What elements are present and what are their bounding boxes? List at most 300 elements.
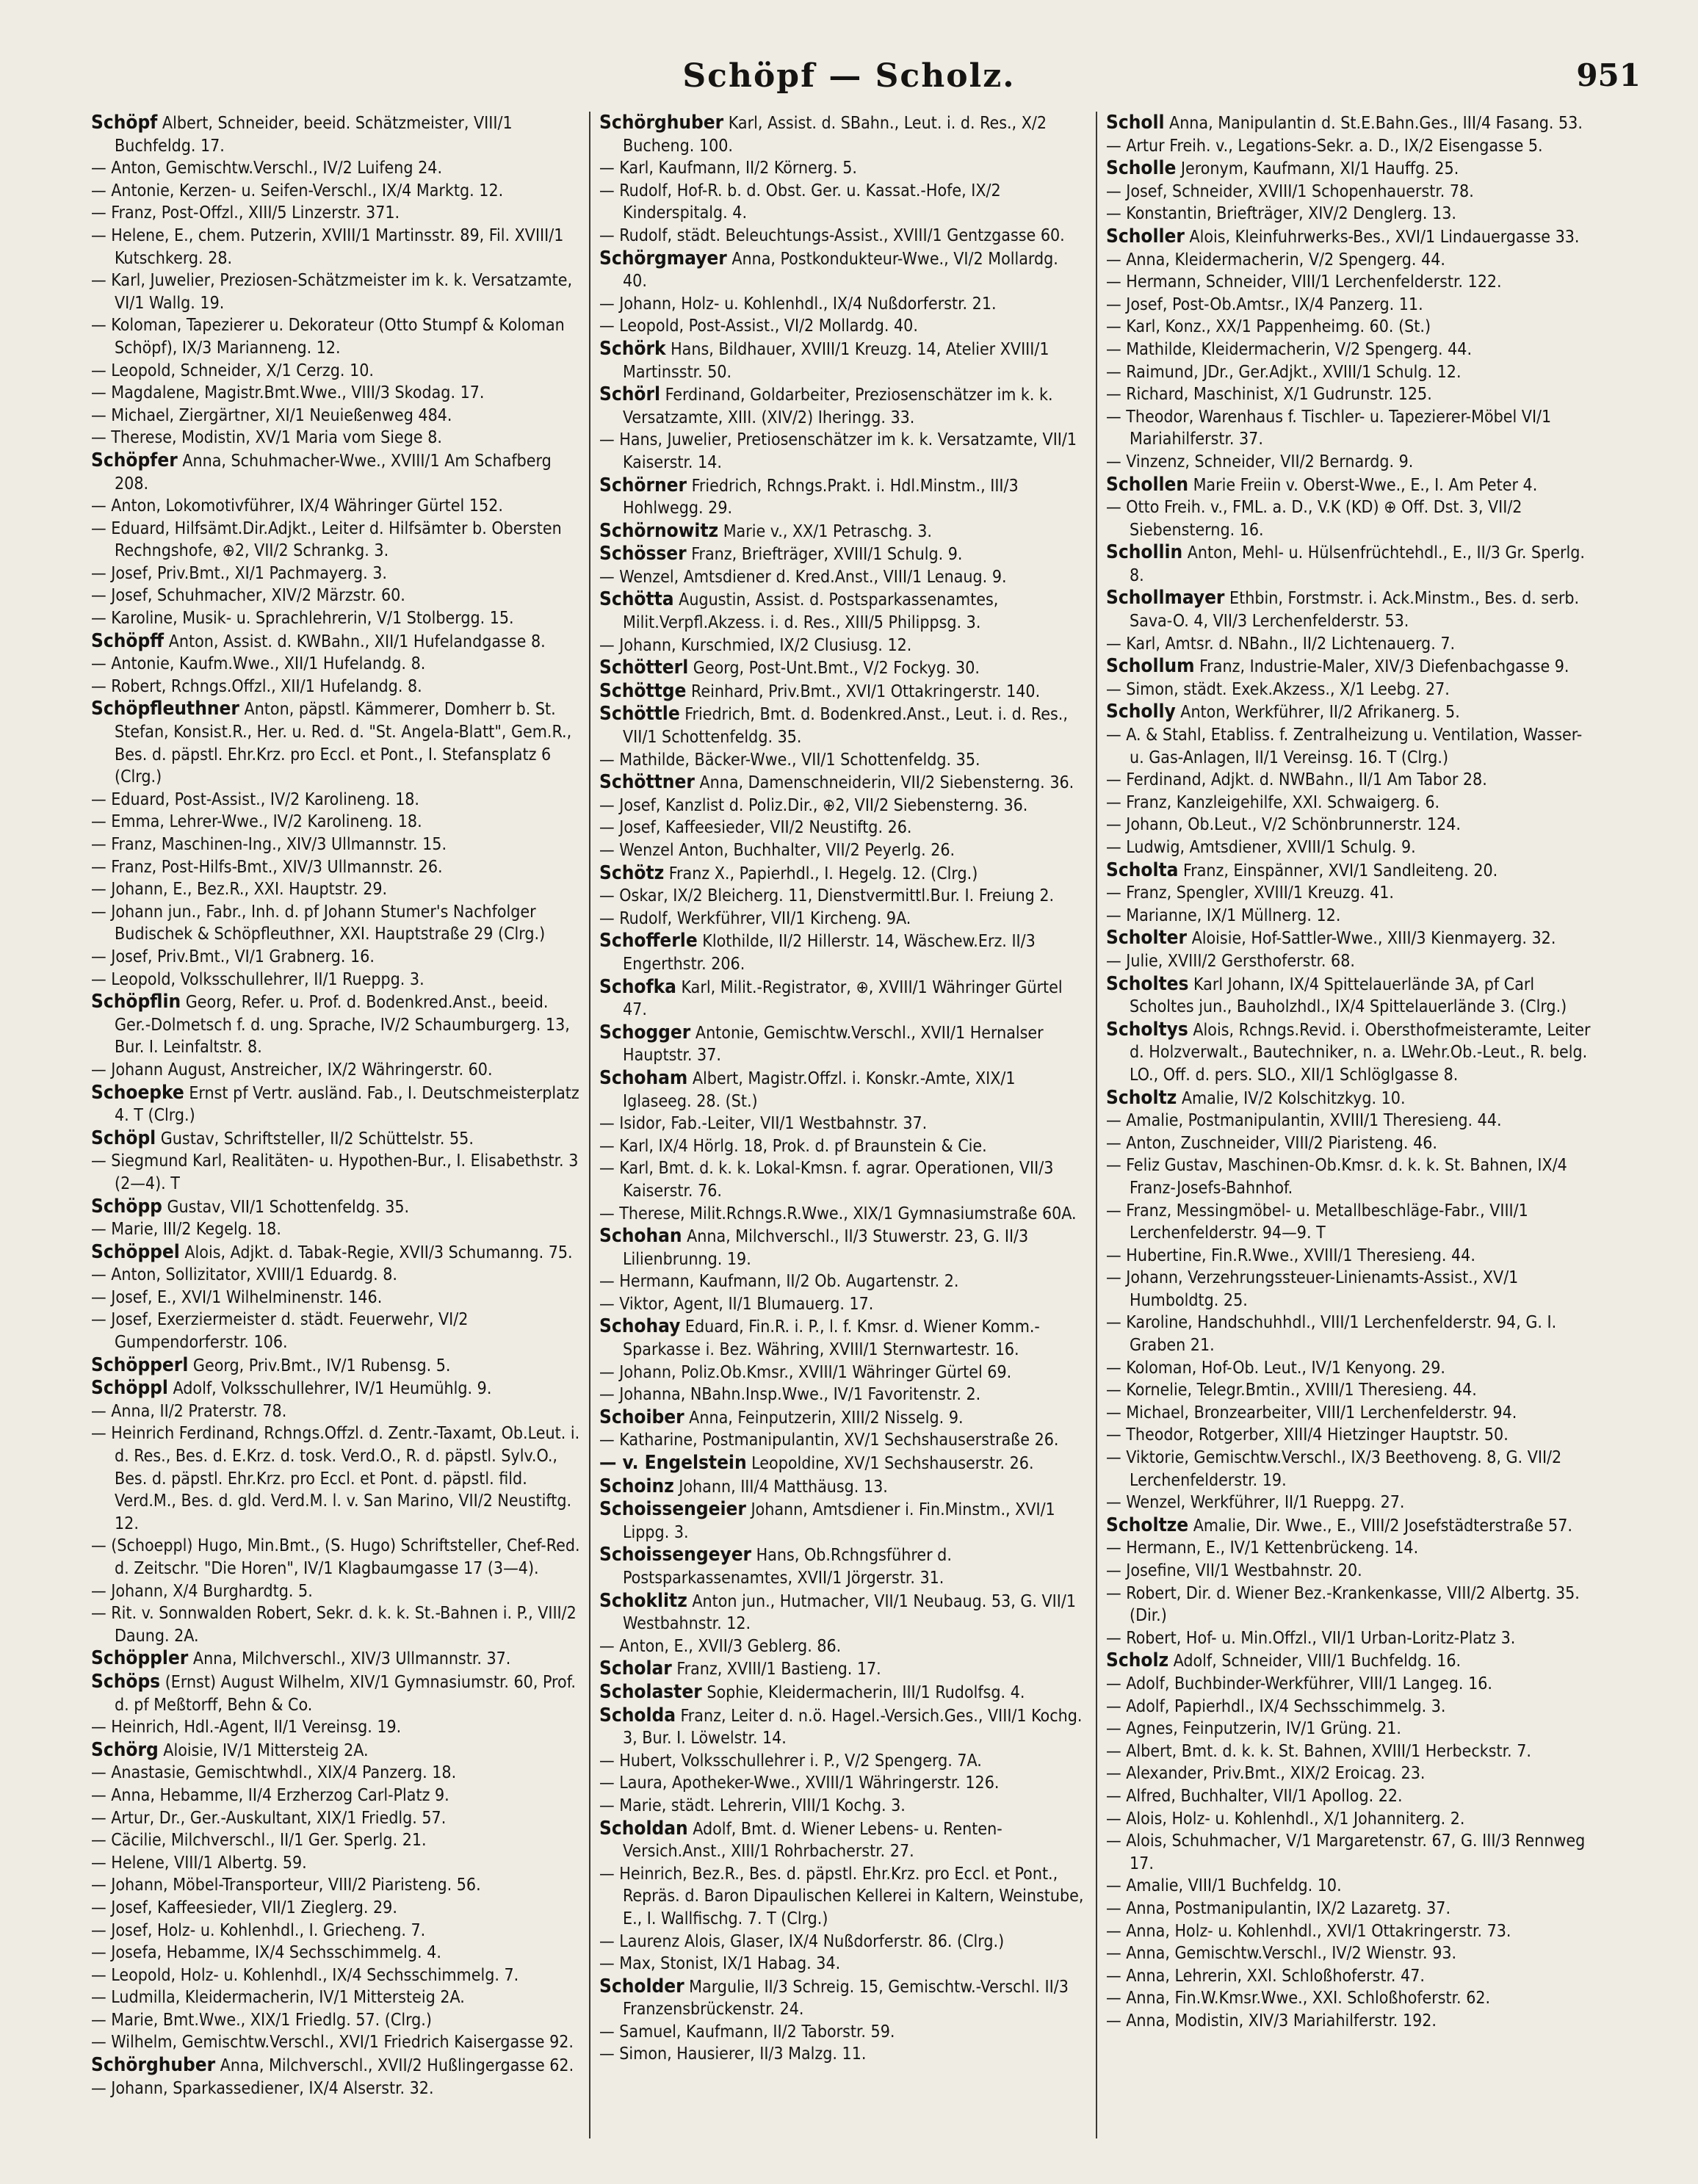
entry-text: Anna, Milchverschl., XIV/3 Ullmannstr. 37. [188,1649,511,1669]
entry-surname: Schöpp [91,1195,162,1218]
entry-text: Alois, Kleinfuhrwerks-Bes., XVI/1 Lindauergasse 33. [1184,227,1580,247]
entry-text: Gustav, VII/1 Schottenfeldg. 35. [162,1197,410,1217]
directory-entry [1106,1087,1594,1110]
entry-text: — Helene, E., chem. Putzerin, XVIII/1 Martinsstr. 89, Fil. XVIII/1 Kutschkerg. 28. [91,225,564,268]
entry-text: — Hubertine, Fin.R.Wwe., XVIII/1 Theresieng. 44. [1106,1245,1475,1265]
entry-text: — Oskar, IX/2 Bleicherg. 11, Dienstvermittl.Bur. I. Freiung 2. [599,886,1055,906]
entry-text: Johann, Amtsdiener i. Fin.Minstm., XVI/1 Lippg. 3. [623,1500,1055,1542]
entry-text: — Josef, Schneider, XVIII/1 Schopenhauerstr. 78. [1106,181,1474,201]
directory-entry [91,180,580,203]
entry-text: Marie Freiin v. Oberst-Wwe., E., I. Am Peter 4. [1188,475,1538,495]
entry-surname: Scholtz [1106,1086,1177,1109]
entry-text: Adolf, Bmt. d. Wiener Lebens- u. Renten-Versich.Anst., XIII/1 Rohrbacherstr. 27. [623,1819,1002,1862]
directory-entry [1106,271,1594,294]
entry-surname: Schollmayer [1106,587,1225,610]
directory-entry [1106,724,1594,769]
entry-surname: Schoinz [599,1475,674,1497]
entry-text: — Josef, Kanzlist d. Poliz.Dir., ⊕2, VII/2 Siebensterng. 36. [599,795,1028,815]
entry-text: — Cäcilie, Milchverschl., II/1 Ger. Sperlg. 21. [91,1831,427,1851]
entry-surname: Scholda [599,1704,676,1726]
directory-entry [599,1022,1087,1067]
entry-surname: — v. Engelstein [599,1452,747,1475]
entry-text: — Anton, Gemischtw.Verschl., IV/2 Luifeng 24. [91,159,443,178]
entry-text: — Josef, Schuhmacher, XIV/2 Märzstr. 60. [91,586,405,606]
directory-entry [1106,225,1594,249]
entry-surname: Schörghuber [91,2054,216,2077]
directory-entry [599,1067,1087,1113]
entry-text: Hans, Ob.Rchngsführer d. Postsparkassenamtes, XVII/1 Jörgerstr. 31. [623,1546,952,1588]
directory-entry [1106,1762,1594,1785]
entry-text: Anna, Postkondukteur-Wwe., VI/2 Mollardg. 40. [623,249,1058,292]
entry-text: — Franz, Post-Hilfs-Bmt., XIV/3 Ullmannstr. 26. [91,857,443,877]
entry-surname: Schöpff [91,629,165,652]
entry-text: — Max, Stonist, IX/1 Habag. 34. [599,1954,841,1974]
entry-text: — Hermann, Kaufmann, II/2 Ob. Augartenstr. 2. [599,1272,959,1292]
entry-text: — Anton, Lokomotivführer, IX/4 Währinger Gürtel 152. [91,496,503,516]
directory-entry [599,429,1087,474]
directory-entry [91,698,580,788]
entry-surname: Schollin [1106,541,1183,564]
entry-text: Friedrich, Bmt. d. Bodenkred.Anst., Leut. i. d. Res., VII/1 Schottenfeldg. 35. [623,705,1068,748]
entry-text: — Johann, E., Bez.R., XXI. Hauptstr. 29. [91,880,388,900]
directory-entry [1106,406,1594,451]
entry-text: Friedrich, Rchngs.Prakt. i. Hdl.Minstm., III/3 Hohlwegg. 29. [623,476,1019,518]
directory-entry [91,1964,580,1987]
entry-surname: Scholler [1106,225,1185,247]
directory-entry [91,495,580,518]
entry-surname: Scholter [1106,927,1188,950]
directory-entry [91,1785,580,1807]
entry-text: — Johann August, Anstreicher, IX/2 Währingerstr. 60. [91,1060,493,1080]
entry-text: — Richard, Maschinist, X/1 Gudrunstr. 125. [1106,385,1432,405]
entry-text: — Alois, Holz- u. Kohlenhdl., X/1 Johanniterg. 2. [1106,1809,1465,1829]
directory-entry [1106,927,1594,950]
entry-text: — Feliz Gustav, Maschinen-Ob.Kmsr. d. k. k. St. Bahnen, IX/4 Franz-Josefs-Bahnhof. [1106,1156,1567,1198]
entry-text: — Laura, Apotheker-Wwe., XVIII/1 Währingerstr. 126. [599,1773,1000,1793]
entry-text: — Koloman, Tapezierer u. Dekorateur (Otto Stumpf & Koloman Schöpf), IX/3 Marianneng. 12. [91,316,565,358]
entry-text: Franz, Einspänner, XVI/1 Sandleiteng. 20. [1178,861,1498,881]
entry-text: — Hans, Juwelier, Pretiosenschätzer im k. k. Versatzamte, VII/1 Kaiserstr. 14. [599,430,1077,472]
directory-entry [91,2031,580,2054]
entry-text: Anton, päpstl. Kämmerer, Domherr b. St. Stefan, Konsist.R., Her. u. Red. d. "St. Angela-Blatt", Gem.R., Bes. d. päpstl. Ehr.Krz. pro Eccl. et Pont., I. Stefansplatz 6 (Clrg.) [115,700,572,787]
entry-surname: Scholta [1106,858,1179,881]
directory-entry [91,607,580,630]
column-middle [589,112,1096,2138]
entry-text: — Ludmilla, Kleidermacherin, IV/1 Mittersteig 2A. [91,1988,465,2008]
entry-text: — Johann, Kurschmied, IX/2 Clusiusg. 12. [599,635,912,655]
directory-entry [91,1897,580,1920]
directory-entry [599,657,1087,680]
entry-text: — Konstantin, Briefträger, XIV/2 Denglerg. 13. [1106,204,1456,224]
directory-entry [91,518,580,563]
directory-entry [1106,157,1594,181]
entry-surname: Schörghuber [599,112,724,134]
directory-entry [599,1953,1087,1975]
entry-text: Anna, Milchverschl., XVII/2 Hußlingergasse 62. [215,2056,574,2076]
directory-entry [599,1931,1087,1953]
entry-text: — Ludwig, Amtsdiener, XVIII/1 Schulg. 9. [1106,838,1416,857]
page-title: Schöpf — Scholz. [682,57,1016,95]
directory-entry [1106,701,1594,724]
entry-surname: Schoissengeyer [599,1544,752,1566]
directory-entry [91,1354,580,1378]
directory-entry [599,112,1087,157]
entry-surname: Schoham [599,1066,688,1089]
entry-text: Anna, Milchverschl., II/3 Stuwerstr. 23, G. II/3 Lilienbrunng. 19. [623,1227,1029,1269]
directory-entry [1106,1245,1594,1268]
entry-text: Franz X., Papierhdl., I. Hegelg. 12. (Clrg.) [664,864,978,883]
directory-entry [599,1475,1087,1499]
directory-entry [1106,474,1594,497]
entry-text: — Therese, Modistin, XV/1 Maria vom Siege 8. [91,428,442,448]
directory-entry [91,1671,580,1716]
directory-entry [91,449,580,495]
directory-entry [91,1400,580,1423]
directory-entry [599,383,1087,429]
entry-text: — Viktorie, Gemischtw.Verschl., IX/3 Beethoveng. 8, G. VII/2 Lerchenfelderstr. 19. [1106,1448,1562,1490]
entry-text: — Marie, städt. Lehrerin, VIII/1 Kochg. 3. [599,1796,906,1815]
entry-text: — Karoline, Musik- u. Sprachlehrerin, V/1 Stolbergg. 15. [91,609,514,629]
directory-entry [1106,1514,1594,1538]
entry-surname: Scholder [599,1975,684,1997]
entry-text: — Josef, Exerziermeister d. städt. Feuerwehr, VI/2 Gumpendorferstr. 106. [91,1310,469,1353]
directory-entry [91,1377,580,1400]
entry-text: — Amalie, Postmanipulantin, XVIII/1 Theresieng. 44. [1106,1111,1502,1131]
entry-text: — Wenzel, Amtsdiener d. Kred.Anst., VIII/1 Lenaug. 9. [599,567,1007,587]
directory-entry [599,749,1087,772]
directory-entry [91,427,580,449]
entry-surname: Schörnowitz [599,519,719,542]
entry-text: Albert, Schneider, beeid. Schätzmeister, VIII/1 Buchfeldg. 17. [115,114,513,156]
directory-entry [599,1818,1087,1863]
directory-entry [599,157,1087,180]
directory-entry [1106,859,1594,883]
entry-text: — Karl, Juwelier, Preziosen-Schätzmeister im k. k. Versatzamte, VI/1 Wallg. 19. [91,271,573,313]
directory-entry [91,1196,580,1219]
page-number: 951 [1576,57,1641,93]
entry-text: — Josef, Priv.Bmt., VI/1 Grabnerg. 16. [91,947,375,966]
directory-entry [1106,587,1594,632]
entry-text: — Raimund, JDr., Ger.Adjkt., XVIII/1 Schulg. 12. [1106,362,1462,382]
entry-text: Anna, Schuhmacher-Wwe., XVIII/1 Am Schafberg 208. [115,451,552,493]
directory-entry [599,2043,1087,2066]
entry-text: — Simon, Hausierer, II/3 Malzg. 11. [599,2044,867,2064]
entry-text: — Alfred, Buchhalter, VII/1 Apollog. 22. [1106,1786,1403,1806]
directory-columns [82,112,1617,2138]
entry-text: Leopoldine, XV/1 Sechshauserstr. 26. [746,1454,1034,1474]
directory-entry [599,1590,1087,1635]
entry-surname: Schöpflin [91,991,181,1013]
directory-entry [91,360,580,383]
entry-surname: Schohan [599,1225,682,1248]
entry-text: Antonie, Gemischtw.Verschl., XVII/1 Hernalser Hauptstr. 37. [623,1023,1044,1066]
entry-surname: Scholly [1106,701,1176,723]
entry-surname: Schöttner [599,771,695,794]
directory-entry [91,2078,580,2100]
entry-text: — Josef, Holz- u. Kohlenhdl., I. Griecheng. 7. [91,1920,426,1940]
directory-entry [1106,249,1594,272]
directory-entry [1106,633,1594,656]
directory-entry [1106,1200,1594,1245]
directory-entry [91,202,580,225]
directory-entry [599,839,1087,862]
directory-entry [599,1429,1087,1452]
directory-entry [599,225,1087,247]
directory-entry [1106,1267,1594,1312]
directory-entry [1106,1785,1594,1808]
entry-text: — Karl, IX/4 Hörlg. 18, Prok. d. pf Braunstein & Cie. [599,1136,987,1156]
entry-text: — Franz, Maschinen-Ing., XIV/3 Ullmannstr. 15. [91,835,447,854]
directory-entry [599,1135,1087,1158]
directory-entry [91,1807,580,1830]
entry-text: — Robert, Dir. d. Wiener Bez.-Krankenkasse, VIII/2 Albertg. 35. (Dir.) [1106,1583,1580,1626]
entry-text: — Julie, XVIII/2 Gersthoferstr. 68. [1106,951,1355,971]
directory-entry [1106,1537,1594,1560]
directory-entry [599,247,1087,293]
directory-entry [1106,1673,1594,1696]
entry-surname: Schöppler [91,1647,189,1670]
directory-entry [91,270,580,314]
directory-entry [91,1829,580,1852]
directory-entry [1106,1110,1594,1132]
entry-text: Amalie, Dir. Wwe., E., VIII/2 Josefstädterstraße 57. [1188,1516,1572,1536]
entry-surname: Schoissengeier [599,1498,746,1521]
directory-entry [599,1544,1087,1589]
entry-text: — Rit. v. Sonnwalden Robert, Sekr. d. k. k. St.-Bahnen i. P., VIII/2 Daung. 2A. [91,1604,577,1646]
entry-text: — Karl, Kaufmann, II/2 Körnerg. 5. [599,159,857,178]
directory-entry [91,1716,580,1739]
entry-text: — Karl, Bmt. d. k. k. Lokal-Kmsn. f. agrar. Operationen, VII/3 Kaiserstr. 76. [599,1159,1054,1201]
entry-text: — Leopold, Volksschullehrer, II/1 Rueppg. 3. [91,969,424,989]
entry-text: — Franz, Kanzleigehilfe, XXI. Schwaigerg. 6. [1106,792,1440,812]
directory-entry [599,588,1087,634]
entry-text: — Anna, Postmanipulantin, IX/2 Lazaretg. 37. [1106,1898,1451,1918]
entry-text: Anton jun., Hutmacher, VII/1 Neubaug. 53, G. VII/1 Westbahnstr. 12. [623,1591,1077,1634]
directory-entry [91,969,580,991]
directory-entry [599,180,1087,225]
entry-text: — A. & Stahl, Etabliss. f. Zentralheizung u. Ventilation, Wasser- u. Gas-Anlagen, II/1 Vereinsg. 16. T (Clrg.) [1106,726,1583,767]
entry-text: — Vinzenz, Schneider, VII/2 Bernardg. 9. [1106,452,1414,471]
directory-entry [91,585,580,607]
directory-entry [1106,135,1594,158]
directory-entry [599,976,1087,1022]
entry-text: — Marianne, IX/1 Müllnerg. 12. [1106,905,1341,925]
entry-text: — Johann, Ob.Leut., V/2 Schönbrunnerstr. 124. [1106,815,1461,835]
directory-entry [599,1657,1087,1681]
directory-entry [91,1082,580,1127]
entry-text: — Anna, Holz- u. Kohlenhdl., XVI/1 Ottakringerstr. 73. [1106,1921,1511,1941]
directory-entry [91,1739,580,1762]
directory-entry [91,225,580,270]
directory-entry [91,1241,580,1265]
entry-text: Reinhard, Priv.Bmt., XVI/1 Ottakringerstr. 140. [686,681,1041,701]
entry-text: Adolf, Volksschullehrer, IV/1 Heumühlg. 9. [167,1379,492,1399]
directory-entry [1106,679,1594,701]
directory-entry [91,1580,580,1603]
entry-text: — Anton, Zuschneider, VIII/2 Piaristeng. 46. [1106,1133,1437,1153]
directory-entry [91,314,580,359]
directory-entry [599,1157,1087,1202]
entry-surname: Schötterl [599,657,689,679]
directory-entry [599,338,1087,383]
entry-text: — Josefine, VII/1 Westbahnstr. 20. [1106,1561,1362,1580]
entry-text: — Wilhelm, Gemischtw.Verschl., XVI/1 Friedrich Kaisergasse 92. [91,2033,574,2053]
directory-entry [91,1535,580,1580]
entry-text: (Ernst) August Wilhelm, XIV/1 Gymnasiumstr. 60, Prof. d. pf Meßtorff, Behn & Co. [115,1672,576,1715]
entry-text: — Robert, Rchngs.Offzl., XII/1 Hufelandg. 8. [91,676,422,696]
entry-surname: Scholl [1106,112,1165,134]
directory-entry [1106,1154,1594,1199]
entry-surname: Schogger [599,1021,691,1044]
directory-entry [1106,316,1594,339]
entry-text: — Theodor, Rotgerber, XIII/4 Hietzinger Hauptstr. 50. [1106,1425,1509,1445]
entry-text: — Ferdinand, Adjkt. d. NWBahn., II/1 Am Tabor 28. [1106,770,1487,790]
entry-text: Marie v., XX/1 Petraschg. 3. [718,521,932,541]
entry-text: — Alexander, Priv.Bmt., XIX/2 Eroicag. 23. [1106,1764,1426,1784]
entry-text: Ferdinand, Goldarbeiter, Preziosenschätzer im k. k. Versatzamte, XIII. (XIV/2) Iheringg. 33. [623,386,1053,427]
directory-entry [91,901,580,946]
directory-entry [1106,836,1594,859]
directory-entry [1106,1402,1594,1425]
directory-entry [599,1704,1087,1750]
directory-entry [1106,769,1594,792]
directory-entry [599,2021,1087,2044]
directory-entry [91,653,580,676]
directory-entry [599,566,1087,589]
entry-text: — Anna, II/2 Praterstr. 78. [91,1401,287,1421]
directory-entry [599,520,1087,543]
directory-entry [1106,792,1594,814]
directory-entry [91,1920,580,1942]
directory-entry [91,856,580,879]
entry-text: — Albert, Bmt. d. k. k. St. Bahnen, XVIII/1 Herbeckstr. 7. [1106,1741,1531,1761]
entry-text: Karl, Assist. d. SBahn., Leut. i. d. Res., X/2 Bucheng. 100. [623,114,1047,156]
running-head [0,57,1698,101]
directory-entry [91,1986,580,2009]
entry-text: Aloisie, IV/1 Mittersteig 2A. [158,1740,369,1760]
entry-surname: Schötz [599,861,665,884]
entry-surname: Schörk [599,337,666,360]
entry-surname: Schöttle [599,703,680,726]
entry-text: Karl, Milit.-Registrator, ⊕, XVIII/1 Währinger Gürtel 47. [623,977,1063,1020]
entry-text: — Rudolf, Hof-R. b. d. Obst. Ger. u. Kassat.-Hofe, IX/2 Kinderspitalg. 4. [599,181,1001,223]
entry-text: — Heinrich, Hdl.-Agent, II/1 Vereinsg. 19. [91,1718,402,1738]
entry-text: — Josefa, Hebamme, IX/4 Sechsschimmelg. 4. [91,1943,441,1963]
directory-entry [599,1270,1087,1293]
directory-entry [1106,1649,1594,1673]
entry-text: Gustav, Schriftsteller, II/2 Schüttelstr. 55. [156,1129,474,1149]
entry-text: Klothilde, II/2 Hillerstr. 14, Wäschew.Erz. II/3 Engerthstr. 206. [623,932,1036,974]
entry-text: Georg, Refer. u. Prof. d. Bodenkred.Anst., beeid. Ger.-Dolmetsch f. d. ung. Sprache, IV/2 Schaumburgerg. 13, Bur. I. Leinfaltstr. 8. [115,993,570,1057]
directory-entry [1106,1942,1594,1965]
entry-surname: Schöppel [91,1240,180,1263]
directory-entry [91,1218,580,1241]
entry-text: — Otto Freih. v., FML. a. D., V.K (KD) ⊕ Off. Dst. 3, VII/2 Siebensterng. 16. [1106,498,1522,540]
directory-entry [599,1113,1087,1135]
directory-entry [91,811,580,834]
entry-text: — Anastasie, Gemischtwhdl., XIX/4 Panzerg. 18. [91,1763,457,1783]
entry-surname: Scholdan [599,1817,688,1840]
directory-entry [599,908,1087,930]
entry-text: Aloisie, Hof-Sattler-Wwe., XIII/3 Kienmayerg. 32. [1187,929,1556,949]
directory-entry [1106,1491,1594,1514]
directory-entry [599,1635,1087,1658]
directory-entry [1106,1424,1594,1447]
directory-entry [599,862,1087,886]
directory-entry [599,474,1087,520]
entry-text: — Karoline, Handschuhhdl., VIII/1 Lerchenfelderstr. 94, G. I. Graben 21. [1106,1313,1557,1356]
entry-text: — Anna, Modistin, XIV/3 Mariahilferstr. 192. [1106,2011,1437,2031]
directory-entry [599,1863,1087,1931]
entry-text: — Hermann, Schneider, VIII/1 Lerchenfelderstr. 122. [1106,272,1502,292]
entry-surname: Schösser [599,543,687,565]
entry-text: Amalie, IV/2 Kolschitzkyg. 10. [1177,1088,1406,1108]
directory-entry [1106,1132,1594,1155]
directory-entry [599,817,1087,839]
entry-text: Anna, Damenschneiderin, VII/2 Siebensterng. 36. [694,773,1074,793]
entry-text: — Helene, VIII/1 Albertg. 59. [91,1853,307,1873]
entry-text: — Josef, E., XVI/1 Wilhelminenstr. 146. [91,1287,383,1307]
entry-text: Anna, Manipulantin d. St.E.Bahn.Ges., III/4 Fasang. 53. [1164,114,1583,133]
directory-entry [91,676,580,698]
entry-surname: Schörg [91,1738,159,1761]
entry-text: Anton, Werkführer, II/2 Afrikanerg. 5. [1175,703,1460,723]
entry-text: — Johann, X/4 Burghardtg. 5. [91,1581,313,1601]
directory-entry [599,1750,1087,1773]
entry-surname: Scholtze [1106,1514,1189,1536]
directory-entry [1106,496,1594,541]
directory-entry [1106,1696,1594,1718]
directory-entry [599,771,1087,795]
entry-text: Georg, Post-Unt.Bmt., V/2 Fockyg. 30. [688,659,980,679]
entry-text: — Anna, Kleidermacherin, V/2 Spengerg. 44. [1106,250,1445,270]
entry-surname: Schöpf [91,112,158,134]
entry-text: — Koloman, Hof-Ob. Leut., IV/1 Kenyong. 29. [1106,1358,1445,1378]
entry-surname: Schöpperl [91,1353,189,1376]
entry-surname: Schörner [599,474,687,496]
directory-entry [599,1975,1087,2021]
entry-text: — Anna, Fin.W.Kmsr.Wwe., XXI. Schloßhoferstr. 62. [1106,1989,1491,2008]
directory-entry [91,2054,580,2078]
directory-entry [1106,383,1594,406]
directory-entry [1106,655,1594,679]
directory-entry [599,293,1087,316]
entry-text: — Viktor, Agent, II/1 Blumauerg. 17. [599,1294,874,1314]
entry-text: — Artur, Dr., Ger.-Auskultant, XIX/1 Friedlg. 57. [91,1808,447,1828]
entry-text: — Leopold, Holz- u. Kohlenhdl., IX/4 Sechsschimmelg. 7. [91,1965,519,1985]
entry-surname: Scholaster [599,1680,702,1703]
entry-text: — Karl, Amtsr. d. NBahn., II/2 Lichtenauerg. 7. [1106,634,1456,654]
entry-text: — Franz, Post-Offzl., XIII/5 Linzerstr. 371. [91,203,400,223]
directory-entry [91,991,580,1059]
directory-entry [1106,1312,1594,1356]
directory-entry [91,630,580,654]
directory-entry [91,382,580,405]
entry-text: — Amalie, VIII/1 Buchfeldg. 10. [1106,1876,1342,1896]
entry-text: — Anna, Gemischtw.Verschl., IV/2 Wienstr. 93. [1106,1944,1457,1964]
directory-entry [91,1287,580,1309]
directory-entry [599,1362,1087,1384]
directory-entry [1106,339,1594,361]
entry-text: — Magdalene, Magistr.Bmt.Wwe., VIII/3 Skodag. 17. [91,383,485,403]
directory-entry [1106,294,1594,317]
entry-text: — Alois, Schuhmacher, V/1 Margaretenstr. 67, G. III/3 Rennweg 17. [1106,1832,1586,1873]
entry-text: — Theodor, Warenhaus f. Tischler- u. Tapezierer-Möbel VI/1 Mariahilferstr. 37. [1106,407,1552,449]
entry-text: Alois, Rchngs.Revid. i. Obersthofmeisteramte, Leiter d. Holzverwalt., Bautechniker, n. a. LWehr.Ob.-Leut., R. belg. LO., Off. d. pers. SLO., XII/1 Schlöglgasse 8. [1130,1020,1591,1085]
directory-entry [599,703,1087,748]
entry-text: — Josef, Kaffeesieder, VII/1 Zieglerg. 29. [91,1898,397,1917]
directory-entry [599,1384,1087,1406]
